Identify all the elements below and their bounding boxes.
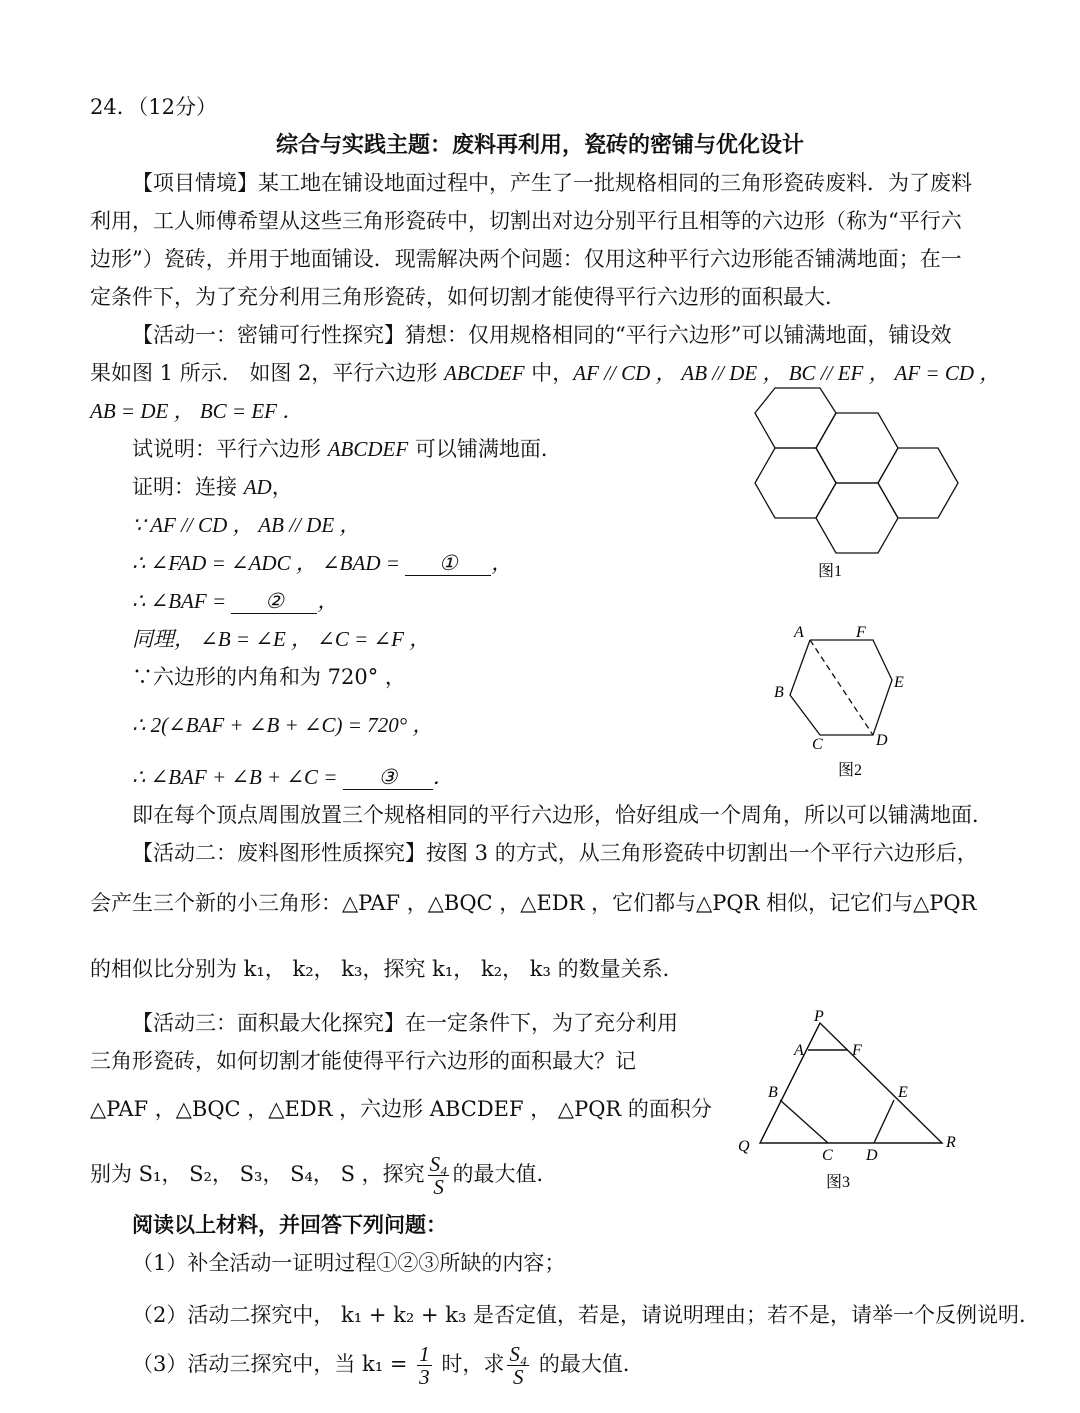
segment-ad: AD xyxy=(243,475,272,499)
label-e: E xyxy=(894,674,904,691)
question-1: （1）补全活动一证明过程①②③所缺的内容； xyxy=(132,1251,566,1275)
figure-1-hexagon-tiling xyxy=(740,380,960,590)
figure-2-parallel-hexagon xyxy=(760,615,960,785)
figure-3-triangle-hexagon xyxy=(730,1005,970,1195)
proof-line-3-end: ， xyxy=(491,551,513,575)
blank-1[interactable]: ① xyxy=(405,551,491,576)
fraction-one-third xyxy=(417,1343,432,1388)
proof-line-4-end: ， xyxy=(317,589,339,613)
act2-line-2: 会产生三个新的小三角形：△PAF ，△BQC ，△EDR ，它们都与△PQR 相似，记它们与△PQR xyxy=(90,891,977,915)
context-line-1: 【项目情境】某工地在铺设地面过程中，产生了一批规格相同的三角形瓷砖废料．为了废料 xyxy=(132,171,972,195)
parallel-conditions: AF // CD ， AB // DE ， BC // EF ， AF = CD ， xyxy=(573,361,1001,385)
label-e: E xyxy=(898,1084,908,1101)
proof-line-6: ∵六边形的内角和为 720° ， xyxy=(132,665,406,689)
proof-line-3-text: ∴ ∠FAD = ∠ADC ， ∠BAD = xyxy=(132,551,406,575)
fraction-numerator: S₄ xyxy=(429,1152,448,1176)
blank-2[interactable]: ② xyxy=(231,589,317,614)
question-number: 24．（12分） xyxy=(90,95,217,119)
hexagon-name-2: ABCDEF xyxy=(327,437,409,461)
label-c: C xyxy=(822,1147,833,1164)
proof-connect-text: 证明：连接 xyxy=(132,475,244,499)
fraction-denominator: S xyxy=(433,1175,444,1199)
act3-line-3: △PAF ，△BQC ，△EDR ，六边形 ABCDEF ， △PQR 的面积分 xyxy=(90,1097,712,1121)
proof-line-8-end: ． xyxy=(432,765,454,789)
hexagon-tile-3 xyxy=(755,448,836,518)
label-a: A xyxy=(794,1042,804,1059)
label-b: B xyxy=(774,684,784,701)
hexagon-tile-4 xyxy=(878,448,958,518)
figure-2-caption: 图2 xyxy=(838,762,863,779)
question-3-text-b: 时，求 xyxy=(434,1352,505,1376)
act2-line-1: 【活动二：废料图形性质探究】按图 3 的方式，从三角形瓷砖中切割出一个平行六边形后， xyxy=(132,841,978,865)
fraction-numerator: S₄ xyxy=(509,1342,528,1366)
act1-line-1: 【活动一：密铺可行性探究】猜想：仅用规格相同的“平行六边形”可以铺满地面，铺设效 xyxy=(132,323,952,347)
act2-line-3: 的相似比分别为 k₁， k₂， k₃，探究 k₁， k₂， k₃ 的数量关系． xyxy=(90,957,684,981)
figure-3-caption: 图3 xyxy=(826,1174,851,1191)
proof-line-1 xyxy=(132,472,293,502)
fraction-denominator: S xyxy=(512,1365,524,1389)
proof-line-7: ∴ 2(∠BAF + ∠B + ∠C) = 720° ， xyxy=(132,713,434,737)
hexagon-tile-1 xyxy=(755,388,836,448)
questions-intro: 阅读以上材料，并回答下列问题： xyxy=(132,1212,447,1237)
act3-line-4-text: 别为 S₁， S₂， S₃， S₄， S ，探究 xyxy=(90,1162,425,1186)
fraction-s4-over-s-2 xyxy=(507,1343,529,1388)
diagonal-ad xyxy=(810,640,873,735)
label-d: D xyxy=(876,732,888,749)
triangle-pqr xyxy=(760,1023,942,1143)
act1-line-4 xyxy=(132,434,562,464)
fraction-s4-over-s xyxy=(428,1153,450,1198)
fraction-denominator: 3 xyxy=(419,1365,430,1389)
question-3-text: （3）活动三探究中，当 k₁ = xyxy=(132,1352,415,1376)
act3-line-4 xyxy=(90,1148,557,1200)
context-line-4: 定条件下，为了充分利用三角形瓷砖，如何切割才能使得平行六边形的面积最大． xyxy=(90,285,846,309)
segment-bc xyxy=(780,1100,828,1143)
hexagon-outline xyxy=(790,640,892,735)
label-f: F xyxy=(852,1042,862,1059)
page-title: 综合与实践主题：废料再利用，瓷砖的密铺与优化设计 xyxy=(275,132,804,158)
context-line-3: 边形”）瓷砖，并用于地面铺设．现需解决两个问题：仅用这种平行六边形能否铺满地面；在一 xyxy=(90,247,962,271)
proof-line-4 xyxy=(132,586,338,616)
figure-1-caption: 图1 xyxy=(818,563,843,580)
proof-comma: ， xyxy=(271,475,293,499)
label-p: P xyxy=(814,1008,824,1025)
question-2: （2）活动二探究中， k₁ + k₂ + k₃ 是否定值，若是，请说明理由；若不是，请举一个反例说明． xyxy=(132,1303,1041,1327)
act1-line-2-text-b: 中， xyxy=(524,361,574,385)
label-d: D xyxy=(866,1147,878,1164)
question-3-end: 的最大值． xyxy=(532,1352,644,1376)
act3-line-2: 三角形瓷砖，如何切割才能使得平行六边形的面积最大？记 xyxy=(90,1049,636,1073)
proof-line-5: 同理， ∠B = ∠E ， ∠C = ∠F ， xyxy=(132,627,431,651)
label-r: R xyxy=(946,1134,956,1151)
blank-3[interactable]: ③ xyxy=(343,765,433,790)
hexagon-tile-2 xyxy=(816,413,898,483)
proof-line-4-text: ∴ ∠BAF = xyxy=(132,589,232,613)
hexagon-tile-5 xyxy=(816,483,898,553)
act1-line-2-text: 果如图 1 所示． 如图 2，平行六边形 xyxy=(90,361,445,385)
segment-ed xyxy=(874,1100,894,1143)
fraction-numerator: 1 xyxy=(419,1342,430,1366)
act3-line-1: 【活动三：面积最大化探究】在一定条件下，为了充分利用 xyxy=(132,1011,678,1035)
hexagon-name: ABCDEF xyxy=(444,361,525,385)
proof-line-2: ∵ AF // CD ， AB // DE ， xyxy=(132,513,361,537)
label-f: F xyxy=(856,624,866,641)
label-c: C xyxy=(812,736,823,753)
act3-line-4-end: 的最大值． xyxy=(452,1162,558,1186)
label-a: A xyxy=(794,624,804,641)
proof-line-8-text: ∴ ∠BAF + ∠B + ∠C = xyxy=(132,765,343,789)
proof-conclusion: 即在每个顶点周围放置三个规格相同的平行六边形，恰好组成一个周角，所以可以铺满地面． xyxy=(132,803,993,827)
context-line-2: 利用，工人师傅希望从这些三角形瓷砖中，切割出对边分别平行且相等的六边形（称为“平行六 xyxy=(90,209,962,233)
act1-line-4-text: 试说明：平行六边形 xyxy=(132,437,328,461)
label-b: B xyxy=(768,1084,778,1101)
act1-line-3: AB = DE ， BC = EF ． xyxy=(90,399,304,423)
act1-line-4-text-b: 可以铺满地面． xyxy=(408,437,562,461)
proof-line-3 xyxy=(132,548,512,578)
proof-line-8 xyxy=(132,762,454,792)
label-q: Q xyxy=(738,1138,750,1155)
question-3 xyxy=(132,1338,644,1390)
